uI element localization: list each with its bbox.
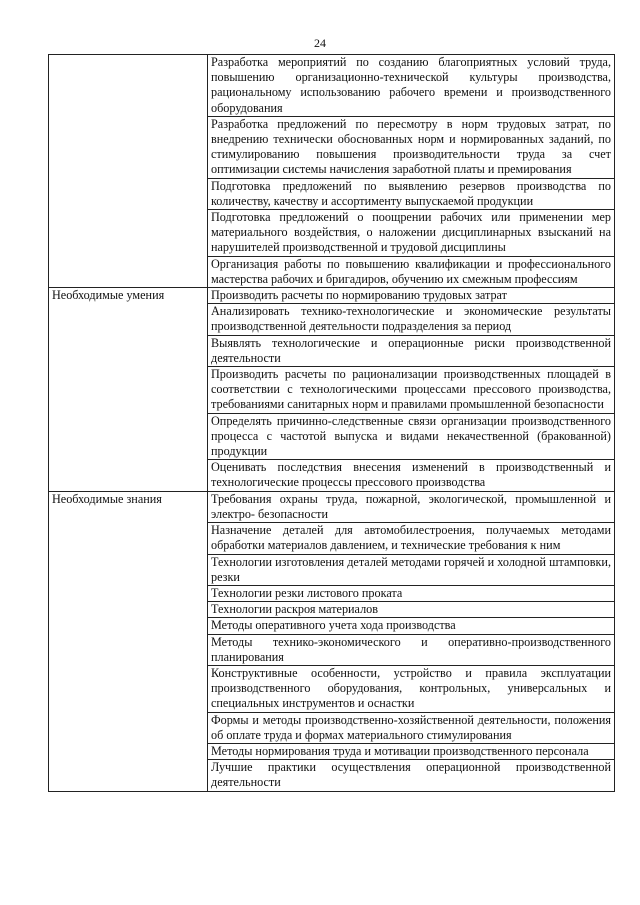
requirement-cell: Методы оперативного учета хода производства [208,618,615,634]
table-row [49,288,615,304]
requirement-cell: Подготовка предложений о поощрении рабочих или применении мер материального воздействия, о наложении дисциплинарных взысканий на нарушителей производственной и трудовой дисциплины [208,210,615,257]
table-row [49,55,615,117]
section-label: Необходимые знания [49,491,208,791]
requirement-cell: Требования охраны труда, пожарной, экологической, промышленной и электро- безопасности [208,491,615,522]
requirements-table [48,54,615,792]
requirement-cell: Организация работы по повышению квалификации и профессионального мастерства рабочих и бригадиров, обучению их смежным профессиям [208,256,615,287]
requirement-cell: Технологии резки листового проката [208,585,615,601]
requirement-cell: Формы и методы производственно-хозяйственной деятельности, положения об оплате труда и формах материального стимулирования [208,712,615,743]
page-number: 24 [314,36,326,50]
requirement-cell: Назначение деталей для автомобилестроения, получаемых методами обработки материалов давлением, и технические требования к ним [208,523,615,554]
requirement-cell: Методы технико-экономического и оперативно-производственного планирования [208,634,615,665]
requirement-cell: Оценивать последствия внесения изменений в производственный и технологические процессы прессового производства [208,460,615,491]
table-row [49,491,615,522]
requirement-cell: Определять причинно-следственные связи организации производственного процесса с частотой выпуска и видами некачественной (бракованной) продукции [208,413,615,460]
section-label [49,55,208,288]
requirement-cell: Технологии изготовления деталей методами горячей и холодной штамповки, резки [208,554,615,585]
requirement-cell: Подготовка предложений по выявлению резервов производства по количеству, качеству и ассортименту выпускаемой продукции [208,178,615,209]
requirement-cell: Выявлять технологические и операционные риски производственной деятельности [208,335,615,366]
requirement-cell: Производить расчеты по нормированию трудовых затрат [208,288,615,304]
requirement-cell: Анализировать технико-технологические и экономические результаты производственной деятельности подразделения за период [208,304,615,335]
requirement-cell: Конструктивные особенности, устройство и правила эксплуатации производственного оборудования, контрольных, универсальных и специальных инструментов и оснастки [208,665,615,712]
requirement-cell: Лучшие практики осуществления операционной производственной деятельности [208,760,615,791]
section-label: Необходимые умения [49,288,208,492]
requirement-cell: Технологии раскроя материалов [208,602,615,618]
requirement-cell: Разработка предложений по пересмотру в норм трудовых затрат, по внедрению технически обоснованных норм и нормированных заданий, по стимулированию повышения производительности труда за счет оптимизации системы начисления заработной платы и премирования [208,116,615,178]
requirement-cell: Производить расчеты по рационализации производственных площадей в соответствии с технологическими процессами прессового производства, требованиями санитарных норм и правилами промышленной безопасности [208,367,615,414]
requirement-cell: Разработка мероприятий по созданию благоприятных условий труда, повышению организационно-технической культуры производства, рациональному использованию рабочего времени и производственного оборудования [208,55,615,117]
requirement-cell: Методы нормирования труда и мотивации производственного персонала [208,743,615,759]
